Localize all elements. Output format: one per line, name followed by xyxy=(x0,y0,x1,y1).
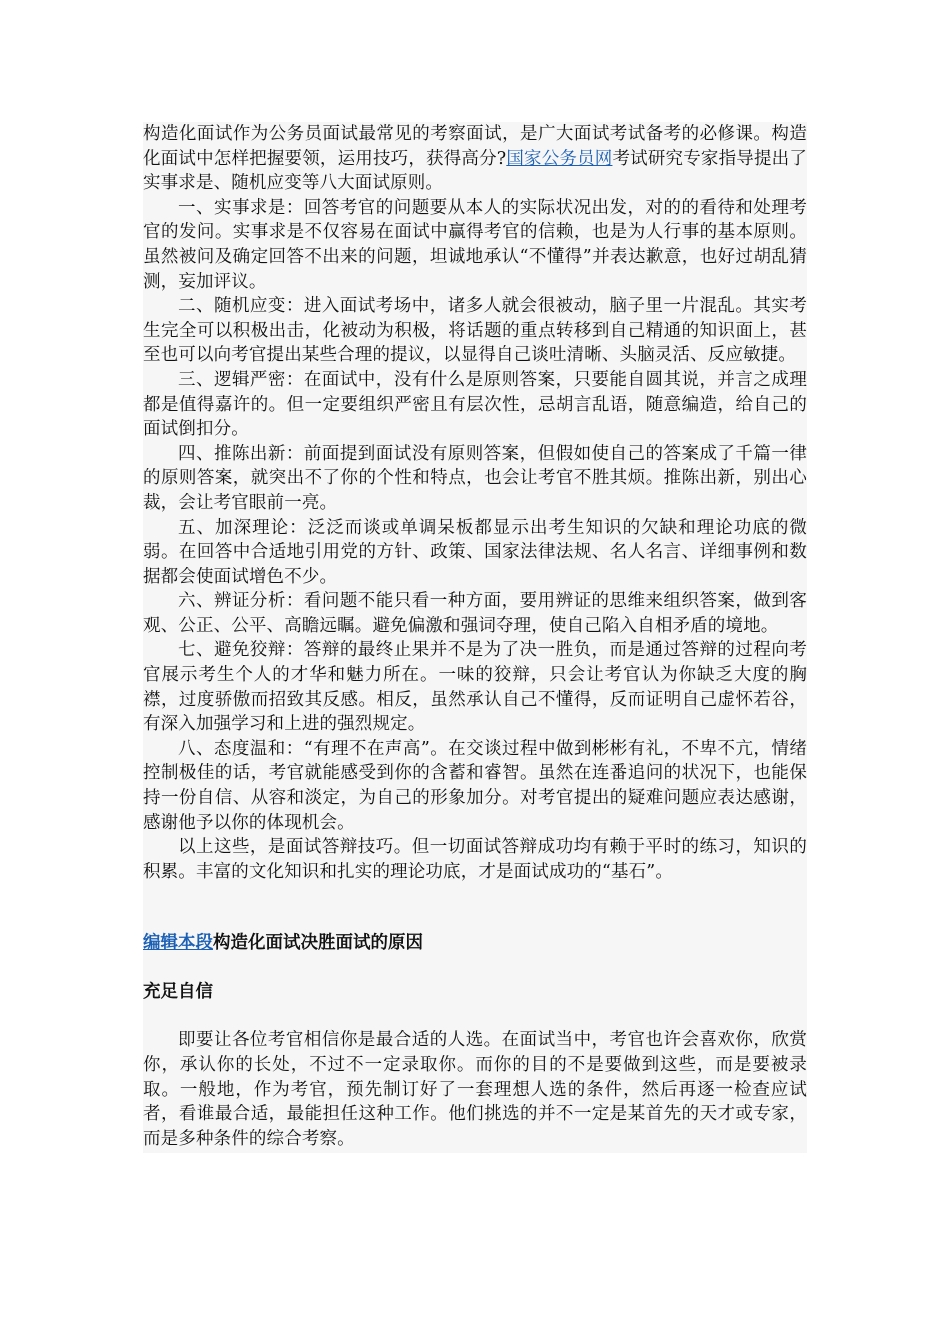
summary-paragraph: 以上这些，是面试答辩技巧。但一切面试答辩成功均有赖于平时的练习，知识的积累。丰富的文化知识和扎实的理论功底，才是面试成功的“基石”。 xyxy=(143,837,807,882)
intro-text-after-link: 考试研究专家指导提出了实事求是、随机应变等八大面试原则。 xyxy=(143,148,807,194)
spacer xyxy=(143,884,807,931)
section-heading xyxy=(143,931,807,955)
section-title: 构造化面试决胜面试的原因 xyxy=(213,933,423,954)
principle-paragraph-5: 五、加深理论：泛泛而谈或单调呆板都显示出考生知识的欠缺和理论功底的微弱。在回答中合适地引用党的方针、政策、国家法律法规、名人名言、详细事例和数据都会使面试增色不少。 xyxy=(143,517,807,587)
intro-paragraph xyxy=(143,122,807,196)
subsection-heading: 充足自信 xyxy=(143,982,213,1003)
principle-paragraph-8: 八、态度温和：“有理不在声高”。在交谈过程中做到彬彬有礼，不卑不亢，情绪控制极佳的话，考官就能感受到你的含蓄和睿智。虽然在连番追问的状况下，也能保持一份自信、从容和淡定，为自己的形象加分。对考官提出的疑难问题应表达感谢，感谢他予以你的体现机会。 xyxy=(143,738,807,833)
intro-text-before-link: 构造化面试作为公务员面试最常见的考察面试，是广大面试考试备考的必修课。构造化面试中怎样把握要领，运用技巧，获得高分? xyxy=(143,124,807,169)
spacer xyxy=(143,955,807,980)
guojia-gongwuyuan-link[interactable]: 国家公务员网 xyxy=(506,148,613,169)
subsection-body-paragraph: 即要让各位考官相信你是最合适的人选。在面试当中，考官也许会喜欢你，欣赏你，承认你的长处，不过不一定录取你。而你的目的不是要做到这些，而是要被录取。一般地，作为考官，预先制订好了一套理想人选的条件，然后再逐一检查应试者，看谁最合适，最能担任这种工作。他们挑选的并不一定是某首先的天才或专家，而是多种条件的综合考察。 xyxy=(143,1030,807,1149)
principle-paragraph-6: 六、辨证分析：看问题不能只看一种方面，要用辨证的思维来组织答案，做到客观、公正、公平、高瞻远瞩。避免偏激和强词夺理，使自己陷入自相矛盾的境地。 xyxy=(143,591,807,636)
spacer xyxy=(143,1004,807,1028)
article-content xyxy=(143,122,807,1153)
edit-section-link[interactable]: 编辑本段 xyxy=(143,933,213,954)
principle-paragraph-3: 三、逻辑严密：在面试中，没有什么是原则答案，只要能自圆其说，并言之成理都是值得嘉许的。但一定要组织严密且有层次性，忌胡言乱语，随意编造，给自己的面试倒扣分。 xyxy=(143,369,807,440)
principle-paragraph-1: 一、实事求是：回答考官的问题要从本人的实际状况出发，对的的看待和处理考官的发问。实事求是不仅容易在面试中赢得考官的信赖，也是为人行事的基本原则。虽然被问及确定回答不出来的问题，坦诚地承认“不懂得”并表达歉意，也好过胡乱猜测，妄加评议。 xyxy=(143,197,807,292)
principle-paragraph-7: 七、避免狡辩：答辩的最终止果并不是为了决一胜负，而是通过答辩的过程向考官展示考生个人的才华和魅力所在。一味的狡辩，只会让考官认为你缺乏大度的胸襟，过度骄傲而招致其反感。相反，虽然承认自己不懂得，反而证明自己虚怀若谷，有深入加强学习和上进的强烈规定。 xyxy=(143,640,807,735)
principle-paragraph-4: 四、推陈出新：前面提到面试没有原则答案，但假如使自己的答案成了千篇一律的原则答案，就突出不了你的个性和特点，也会让考官不胜其烦。推陈出新，别出心裁，会让考官眼前一亮。 xyxy=(143,443,807,513)
principle-paragraph-2: 二、随机应变：进入面试考场中，诸多人就会很被动，脑子里一片混乱。其实考生完全可以积极出击，化被动为积极，将话题的重点转移到自己精通的知识面上，甚至也可以向考官提出某些合理的提议，以显得自己谈吐清晰、头脑灵活、反应敏捷。 xyxy=(143,296,807,366)
